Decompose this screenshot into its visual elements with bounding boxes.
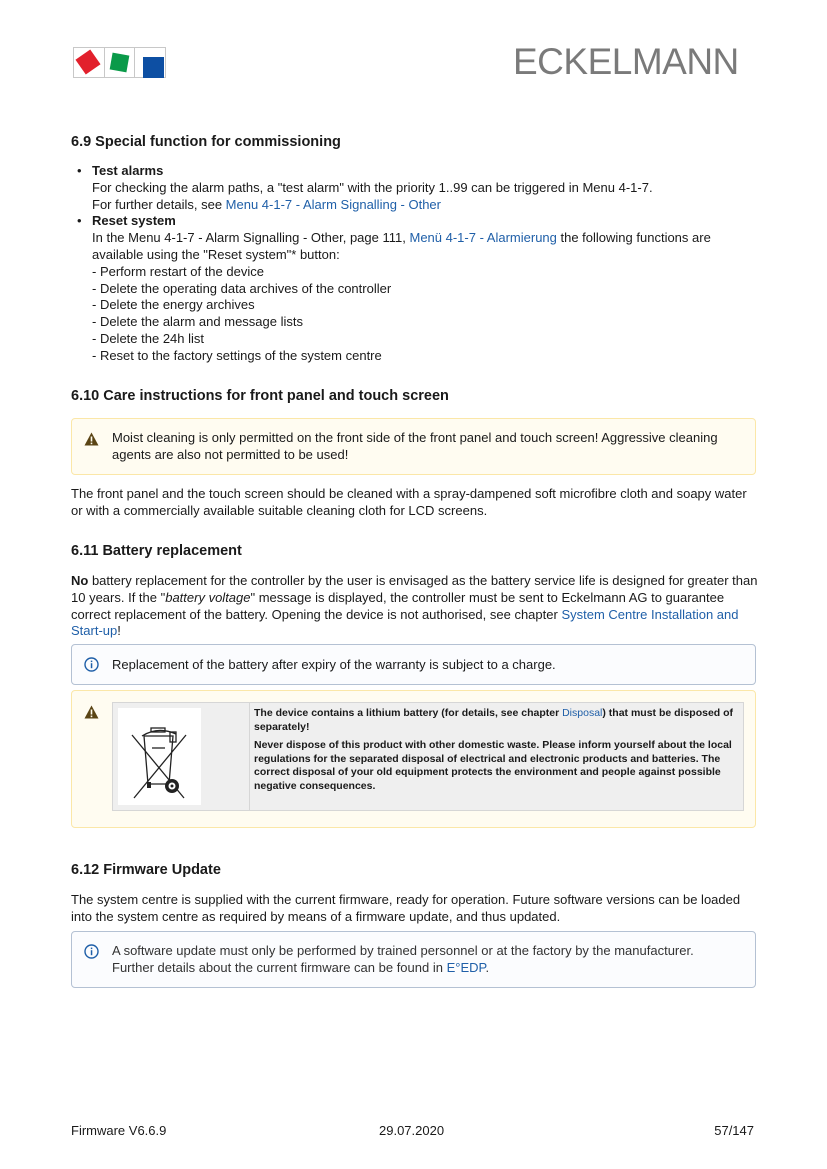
disposal-text-cell: [250, 703, 743, 810]
logo-green-square: [105, 48, 136, 77]
battery-paragraph: No battery replacement for the controller by the user is envisaged as the battery service life is designed for greater than 10 years. If the "battery voltage" message is displayed, the controller must be sent to Eckelmann AG to guarantee correct replacement of the battery. Opening the device is not authorised, see chapter System Centre Installation and Start-up!: [71, 573, 758, 639]
logo-blue-square: [135, 48, 165, 77]
link-menu-4-1-7[interactable]: Menu 4-1-7 - Alarm Signalling - Other: [225, 196, 441, 212]
info-icon: [84, 944, 99, 959]
link-disposal[interactable]: Disposal: [562, 707, 603, 719]
reset-system-intro: In the Menu 4-1-7 - Alarm Signalling - Other, page 111, Menü 4-1-7 - Alarmierung the following functions are available using the "Reset system"* button:: [92, 230, 711, 262]
firmware-info-text: A software update must only be performed by trained personnel or at the factory by the manufacturer. Further details about the current firmware can be found in E°EDP.: [112, 943, 694, 975]
disposal-image-cell: [113, 703, 250, 810]
firmware-paragraph: The system centre is supplied with the current firmware, ready for operation. Future software versions can be loaded into the system centre as required by means of a firmware update, and thus updated.: [71, 892, 741, 924]
reset-function-item: - Perform restart of the device: [92, 263, 264, 279]
footer-date: 29.07.2020: [379, 1123, 445, 1138]
footer-firmware-version: Firmware V6.6.9: [71, 1123, 167, 1138]
disposal-paragraph-2: Never dispose of this product with other domestic waste. Please inform yourself about the local regulations for the separated disposal of electrical and electronic products and batteries. The correct disposal of your old equipment protects the environment and people against possible negative consequences.: [254, 739, 732, 792]
info-icon: [84, 657, 99, 672]
test-alarms-text: For checking the alarm paths, a "test alarm" with the priority 1..99 can be triggered in Menu 4-1-7.: [92, 179, 653, 195]
commissioning-list: [71, 163, 761, 365]
reset-system-title: Reset system: [92, 213, 176, 229]
warning-text: Moist cleaning is only permitted on the front side of the front panel and touch screen! Aggressive cleaning agents are also not permitted to be used!: [112, 430, 718, 462]
reset-function-item: - Delete the operating data archives of the controller: [92, 280, 392, 296]
footer-page-number: 57/147: [714, 1123, 754, 1138]
bullet-icon: •: [77, 163, 82, 178]
link-eedp[interactable]: E°EDP: [446, 959, 486, 975]
section-heading-6-9: 6.9 Special function for commissioning: [71, 134, 341, 150]
warning-icon: [84, 705, 99, 719]
test-alarms-reference: For further details, see Menu 4-1-7 - Alarm Signalling - Other: [92, 196, 441, 212]
logo-red-square: [74, 48, 105, 77]
brand-wordmark: ECKELMANN: [513, 41, 739, 82]
reset-function-item: - Delete the energy archives: [92, 297, 255, 313]
warning-box-cleaning: [71, 418, 756, 475]
crossed-out-wheelie-bin-icon: [118, 708, 201, 805]
disposal-paragraph-1: The device contains a lithium battery (for details, see chapter Disposal) that must be disposed of separately!: [254, 707, 734, 733]
company-logo: [73, 47, 166, 78]
section-heading-6-12: 6.12 Firmware Update: [71, 862, 221, 878]
link-system-centre-installation[interactable]: System Centre Installation and Start-up: [71, 606, 739, 639]
section-heading-6-10: 6.10 Care instructions for front panel and touch screen: [71, 388, 449, 404]
list-item-test-alarms: [71, 163, 761, 213]
warning-box-disposal: [71, 690, 756, 828]
cleaning-paragraph: The front panel and the touch screen should be cleaned with a spray-dampened soft microfibre cloth and soapy water or with a commercially available suitable cleaning cloth for LCD screens.: [71, 486, 747, 518]
section-heading-6-11: 6.11 Battery replacement: [71, 543, 242, 559]
test-alarms-title: Test alarms: [92, 163, 164, 178]
reset-function-item: - Delete the alarm and message lists: [92, 314, 303, 330]
reset-function-item: - Delete the 24h list: [92, 330, 205, 346]
info-box-warranty: [71, 644, 756, 685]
reset-function-item: - Reset to the factory settings of the system centre: [92, 347, 382, 363]
bullet-icon: •: [77, 213, 82, 229]
info-text: Replacement of the battery after expiry of the warranty is subject to a charge.: [112, 657, 556, 672]
disposal-notice-table: [112, 702, 744, 811]
link-menu-alarmierung[interactable]: Menü 4-1-7 - Alarmierung: [409, 230, 557, 246]
list-item-reset-system: [71, 213, 761, 364]
info-box-firmware: [71, 931, 756, 988]
warning-icon: [84, 432, 99, 446]
